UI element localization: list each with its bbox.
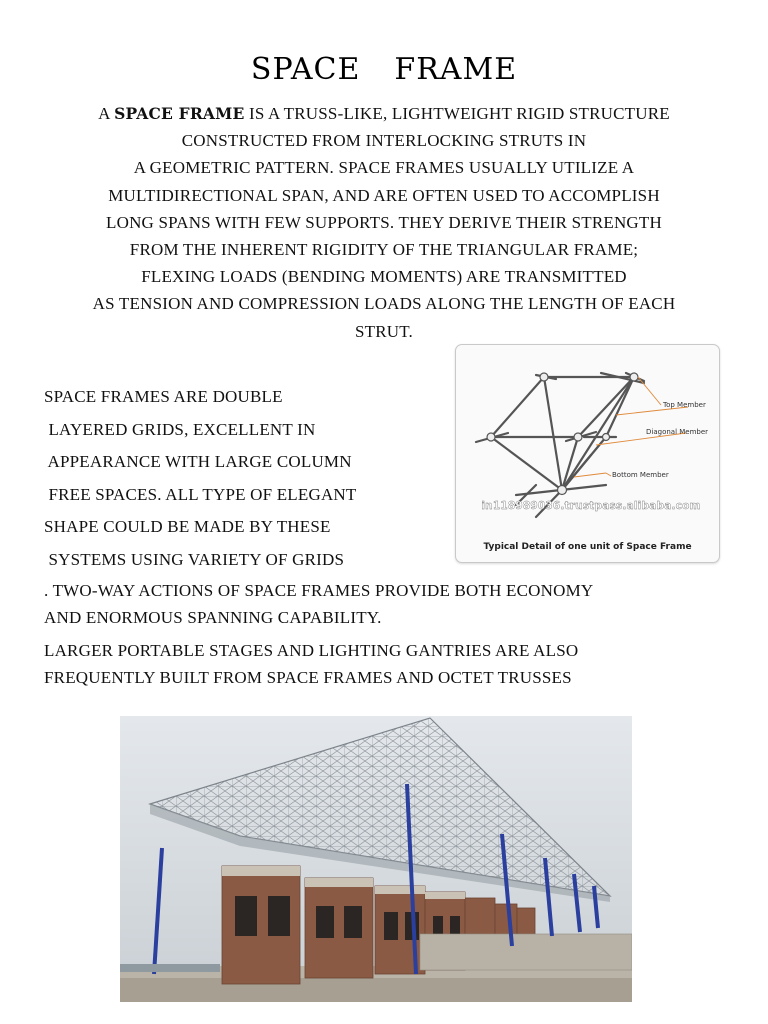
left-line-6: SYSTEMS USING VARIETY OF GRIDS	[44, 549, 345, 569]
label-bottom-member: Bottom Member	[612, 471, 669, 479]
intro-line-4: MULTIDIRECTIONAL SPAN, AND ARE OFTEN USED TO ACCOMPLISH	[108, 185, 660, 205]
left-line-1: SPACE FRAMES ARE DOUBLE	[44, 387, 283, 406]
intro-suffix: IS A TRUSS-LIKE, LIGHTWEIGHT RIGID STRUCTURE	[244, 104, 670, 123]
diagram-watermark: in118989036.trustpass.alibaba.com	[481, 500, 701, 512]
double-layer-description	[44, 381, 444, 576]
intro-paragraph	[40, 100, 728, 345]
para1-line-1: . TWO-WAY ACTIONS OF SPACE FRAMES PROVIDE BOTH ECONOMY	[44, 581, 594, 600]
title-word-space: SPACE	[250, 52, 361, 87]
label-top-member: Top Member	[663, 401, 706, 409]
intro-line-8: AS TENSION AND COMPRESSION LOADS ALONG THE LENGTH OF EACH	[92, 294, 676, 314]
para2-line-1: LARGER PORTABLE STAGES AND LIGHTING GANTRIES ARE ALSO	[44, 641, 579, 660]
intro-line-5: LONG SPANS WITH FEW SUPPORTS. THEY DERIVE THEIR STRENGTH	[106, 212, 662, 232]
canopy-illustration	[120, 716, 632, 1002]
intro-bold-term: SPACE FRAME	[114, 104, 245, 123]
label-diagonal-member: Diagonal Member	[646, 428, 709, 436]
intro-line-9: STRUT.	[354, 321, 414, 341]
para1-line-2: AND ENORMOUS SPANNING CAPABILITY.	[44, 608, 382, 627]
stages-gantries-paragraph	[44, 637, 744, 691]
left-line-4: FREE SPACES. ALL TYPE OF ELEGANT	[44, 484, 357, 504]
space-frame-unit-diagram	[455, 344, 720, 563]
title-word-frame: FRAME	[394, 52, 518, 87]
two-way-action-paragraph	[44, 577, 744, 631]
space-frame-canopy-photo	[120, 716, 632, 1002]
page-title	[0, 52, 768, 87]
intro-line-2: CONSTRUCTED FROM INTERLOCKING STRUTS IN	[181, 131, 587, 151]
left-line-3: APPEARANCE WITH LARGE COLUMN	[44, 452, 352, 471]
intro-line-3: A GEOMETRIC PATTERN. SPACE FRAMES USUALLY UTILIZE A	[133, 158, 635, 178]
left-line-5: SHAPE COULD BE MADE BY THESE	[44, 517, 331, 536]
intro-line-1	[40, 100, 728, 127]
diagram-drawing	[456, 345, 719, 562]
intro-line-6: FROM THE INHERENT RIGIDITY OF THE TRIANGULAR FRAME;	[129, 240, 639, 260]
intro-line-7: FLEXING LOADS (BENDING MOMENTS) ARE TRANSMITTED	[141, 267, 627, 287]
para2-line-2: FREQUENTLY BUILT FROM SPACE FRAMES AND OCTET TRUSSES	[44, 668, 572, 687]
diagram-caption: Typical Detail of one unit of Space Frame	[483, 542, 692, 552]
intro-prefix: A	[98, 104, 115, 123]
left-line-2: LAYERED GRIDS, EXCELLENT IN	[44, 419, 316, 439]
